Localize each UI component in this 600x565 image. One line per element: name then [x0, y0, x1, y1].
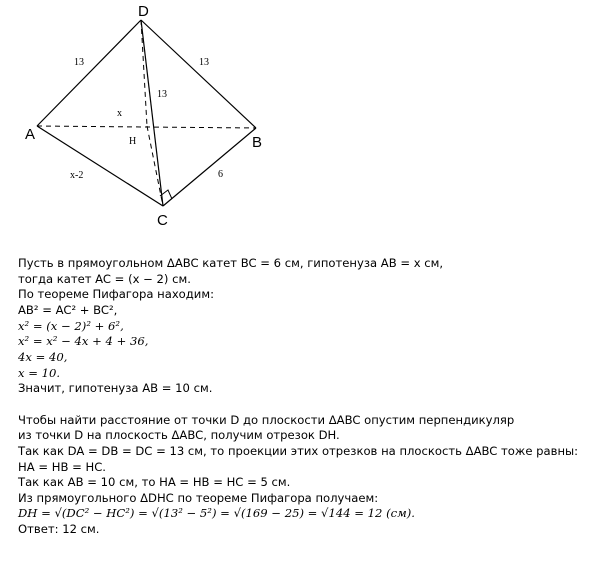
solution-line: из точки D на плоскость ΔABC, получим отрезок DH. [18, 428, 340, 443]
edge-label-dc: 13 [157, 89, 167, 100]
edge-bc [163, 128, 256, 206]
edge-db [141, 20, 256, 128]
vertex-label-b: B [252, 134, 263, 151]
solution-line: DH = √(DC² − HC²) = √(13² − 5²) = √(169 − 25) = √144 = 12 (см). [18, 506, 415, 521]
solution-line: Значит, гипотенуза AB = 10 см. [18, 381, 213, 396]
solution-line: По теореме Пифагора находим: [18, 287, 214, 302]
edge-label-db: 13 [199, 57, 209, 68]
solution-line: x = 10. [18, 365, 61, 380]
solution-line: Пусть в прямоугольном ΔABC катет BC = 6 см, гипотенуза AB = x см, [18, 256, 444, 270]
edge-label-ac: x-2 [70, 170, 84, 181]
solution-line: 4x = 40, [18, 349, 68, 364]
solution-line: Так как AB = 10 см, то HA = HB = HC = 5 см. [18, 475, 291, 490]
edge-da [37, 20, 141, 126]
edge-label-bc: 6 [218, 169, 223, 180]
solution-line: Из прямоугольного ΔDHC по теореме Пифагора получаем: [18, 490, 379, 505]
solution-line: HA = HB = HC. [18, 459, 106, 474]
edge-dc [141, 20, 163, 206]
vertex-label-d: D [138, 3, 149, 20]
solution-line: тогда катет AC = (x − 2) см. [18, 271, 191, 286]
solution-line: Ответ: 12 см. [18, 522, 100, 537]
solution-line: Чтобы найти расстояние от точки D до плоскости ΔABC опустим перпендикуляр [18, 412, 515, 427]
point-label-h: H [129, 136, 137, 147]
solution-line: AB² = AC² + BC², [18, 302, 118, 317]
solution-line: x² = (x − 2)² + 6², [18, 318, 124, 333]
vertex-label-a: A [25, 126, 36, 143]
edge-ac [37, 126, 163, 206]
solution-line: Так как DA = DB = DC = 13 см, то проекции этих отрезков на плоскость ΔABC тоже равны: [18, 443, 579, 458]
edge-label-ha: x [117, 108, 122, 119]
blank-line [18, 397, 596, 413]
pyramid-figure [0, 0, 600, 250]
segment-dh-dashed [141, 20, 147, 126]
vertex-label-c: C [157, 212, 168, 229]
edge-label-da: 13 [74, 57, 84, 68]
solution-text [18, 256, 596, 538]
solution-line: x² = x² − 4x + 4 + 36, [18, 334, 149, 349]
segment-ab-dashed [37, 126, 256, 128]
